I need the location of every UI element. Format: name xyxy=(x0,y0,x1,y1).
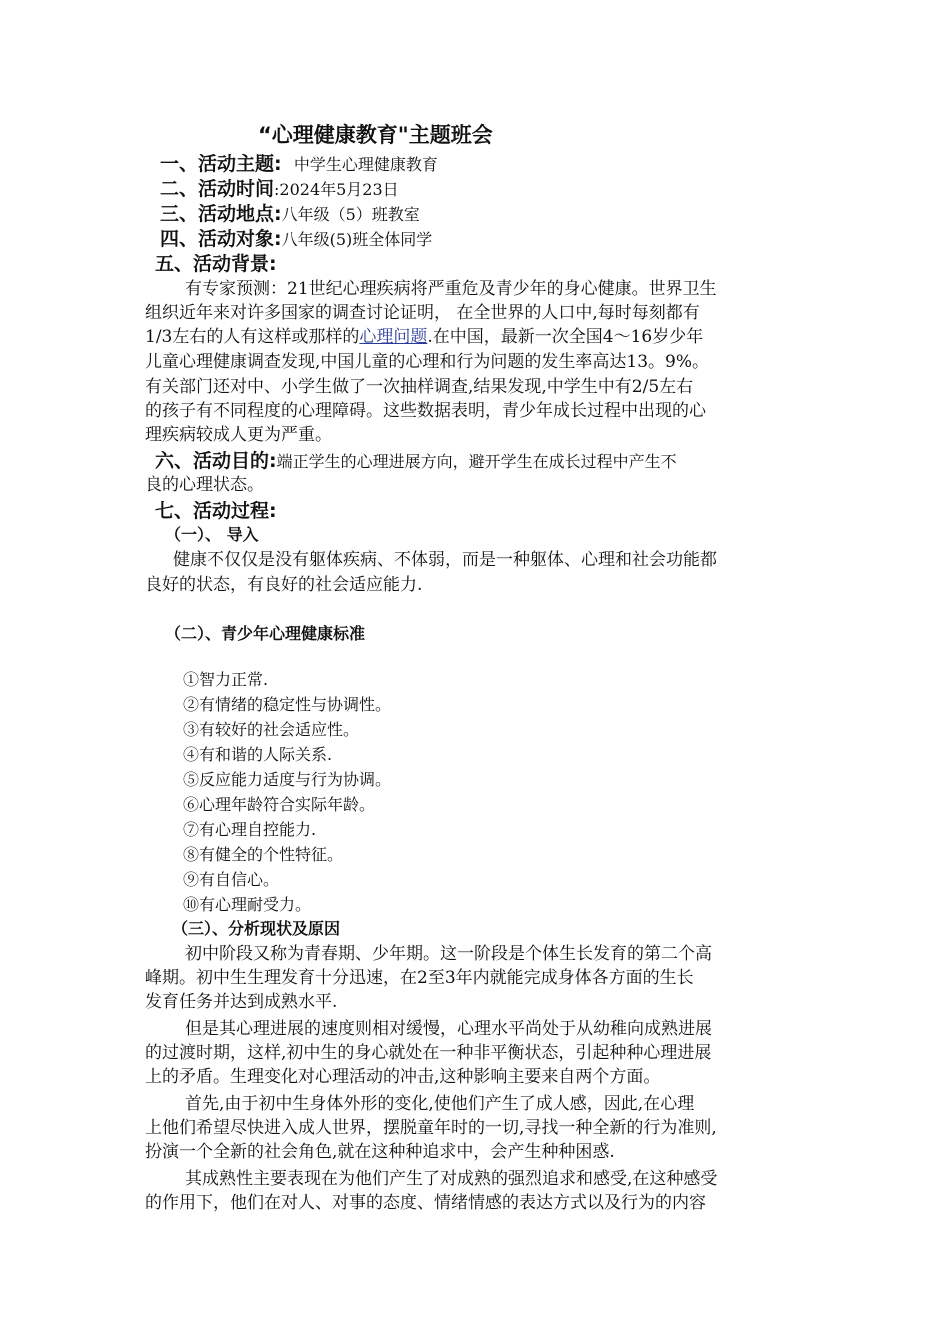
info-place-label: 三、活动地点: xyxy=(160,203,282,225)
list-item: ⑦有心理自控能力. xyxy=(183,820,317,839)
list-item: ③有较好的社会适应性。 xyxy=(183,720,360,739)
sec5-line-7: 理疾病较成人更为严重。 xyxy=(145,425,332,445)
sec6-heading: 六、活动目的: xyxy=(155,450,277,472)
analysis-line-4: 但是其心理进展的速度则相对缓慢，心理水平尚处于从幼稚向成熟进展 xyxy=(185,1019,712,1039)
sec5-line-1: 有专家预测：21世纪心理疾病将严重危及青少年的身心健康。世界卫生 xyxy=(185,279,717,299)
standards-list xyxy=(183,667,391,917)
info-theme-value: 中学生心理健康教育 xyxy=(293,155,438,174)
intro-line-1: 健康不仅仅是没有躯体疾病、不体弱，而是一种躯体、心理和社会功能都 xyxy=(173,550,717,570)
list-item: ⑩有心理耐受力。 xyxy=(183,895,312,914)
info-place xyxy=(160,202,420,227)
info-time-value: :2024年5月23日 xyxy=(274,180,399,199)
info-time xyxy=(160,177,399,202)
list-item: ①智力正常. xyxy=(183,670,269,689)
info-audience xyxy=(160,227,432,252)
list-item: ⑥心理年龄符合实际年龄。 xyxy=(183,795,376,814)
info-audience-label: 四、活动对象: xyxy=(160,228,282,250)
sec5-line-4: 儿童心理健康调查发现,中国儿童的心理和行为问题的发生率高达13。9%。 xyxy=(145,352,710,372)
sec7-sub2: （二）、青少年心理健康标准 xyxy=(165,624,366,643)
sec5-line-2: 组织近年来对许多国家的调查讨论证明， 在全世界的人口中,每时每刻都有 xyxy=(145,303,700,323)
analysis-line-3: 发育任务并达到成熟水平. xyxy=(145,992,338,1012)
info-theme xyxy=(160,152,438,177)
sec5-heading: 五、活动背景: xyxy=(155,253,277,275)
list-item: ⑧有健全的个性特征。 xyxy=(183,845,344,864)
info-place-value: 八年级（5）班教室 xyxy=(281,205,420,224)
analysis-line-10: 其成熟性主要表现在为他们产生了对成熟的强烈追求和感受,在这种感受 xyxy=(185,1169,718,1189)
analysis-line-5: 的过渡时期，这样,初中生的身心就处在一种非平衡状态，引起种种心理进展 xyxy=(145,1043,712,1063)
sec7-heading: 七、活动过程: xyxy=(155,500,277,522)
sec6-line-1 xyxy=(155,449,677,474)
list-item: ④有和谐的人际关系. xyxy=(183,745,333,764)
analysis-line-11: 的作用下，他们在对人、对事的态度、情绪情感的表达方式以及行为的内容 xyxy=(145,1193,706,1213)
sec6-text-1: 端正学生的心理进展方向，避开学生在成长过程中产生不 xyxy=(276,452,677,471)
list-item: ⑨有自信心。 xyxy=(183,870,280,889)
info-time-label: 二、活动时间 xyxy=(160,178,275,200)
list-item: ⑤反应能力适度与行为协调。 xyxy=(183,770,392,789)
analysis-line-1: 初中阶段又称为青春期、少年期。这一阶段是个体生长发育的第二个高 xyxy=(185,944,712,964)
sec7-sub1: （一）、 导入 xyxy=(165,525,259,544)
mental-problem-link[interactable]: 心理问题 xyxy=(359,327,428,347)
sec5-line-5: 有关部门还对中、小学生做了一次抽样调查,结果发现,中学生中有2/5左右 xyxy=(145,377,694,397)
analysis-line-8: 上他们希望尽快进入成人世界，摆脱童年时的一切,寻找一种全新的行为准则, xyxy=(145,1118,717,1138)
sec5-line-3 xyxy=(145,325,703,349)
info-audience-value: 八年级(5)班全体同学 xyxy=(281,230,433,249)
sec6-line-2: 良的心理状态。 xyxy=(145,475,264,495)
analysis-line-7: 首先,由于初中生身体外形的变化,使他们产生了成人感，因此,在心理 xyxy=(185,1094,695,1114)
sec5-line-6: 的孩子有不同程度的心理障碍。这些数据表明，青少年成长过程中出现的心 xyxy=(145,401,706,421)
page-title: “心理健康教育"主题班会 xyxy=(258,123,493,147)
intro-line-2: 良好的状态，有良好的社会适应能力. xyxy=(145,575,423,595)
list-item: ②有情绪的稳定性与协调性。 xyxy=(183,695,392,714)
analysis-line-9: 扮演一个全新的社会角色,就在这种种追求中，会产生种种困惑. xyxy=(145,1142,615,1162)
analysis-line-6: 上的矛盾。生理变化对心理活动的冲击,这种影响主要来自两个方面。 xyxy=(145,1067,661,1087)
sec5-line-3-pre: 1/3左右的人有这样或那样的 xyxy=(145,327,360,347)
info-theme-label: 一、活动主题: xyxy=(160,153,282,175)
analysis-line-2: 峰期。初中生生理发育十分迅速，在2至3年内就能完成身体各方面的生长 xyxy=(145,968,694,988)
sec5-line-3-post: .在中国，最新一次全国4～16岁少年 xyxy=(427,327,704,347)
sec7-sub3: （三）、分析现状及原因 xyxy=(172,919,341,938)
